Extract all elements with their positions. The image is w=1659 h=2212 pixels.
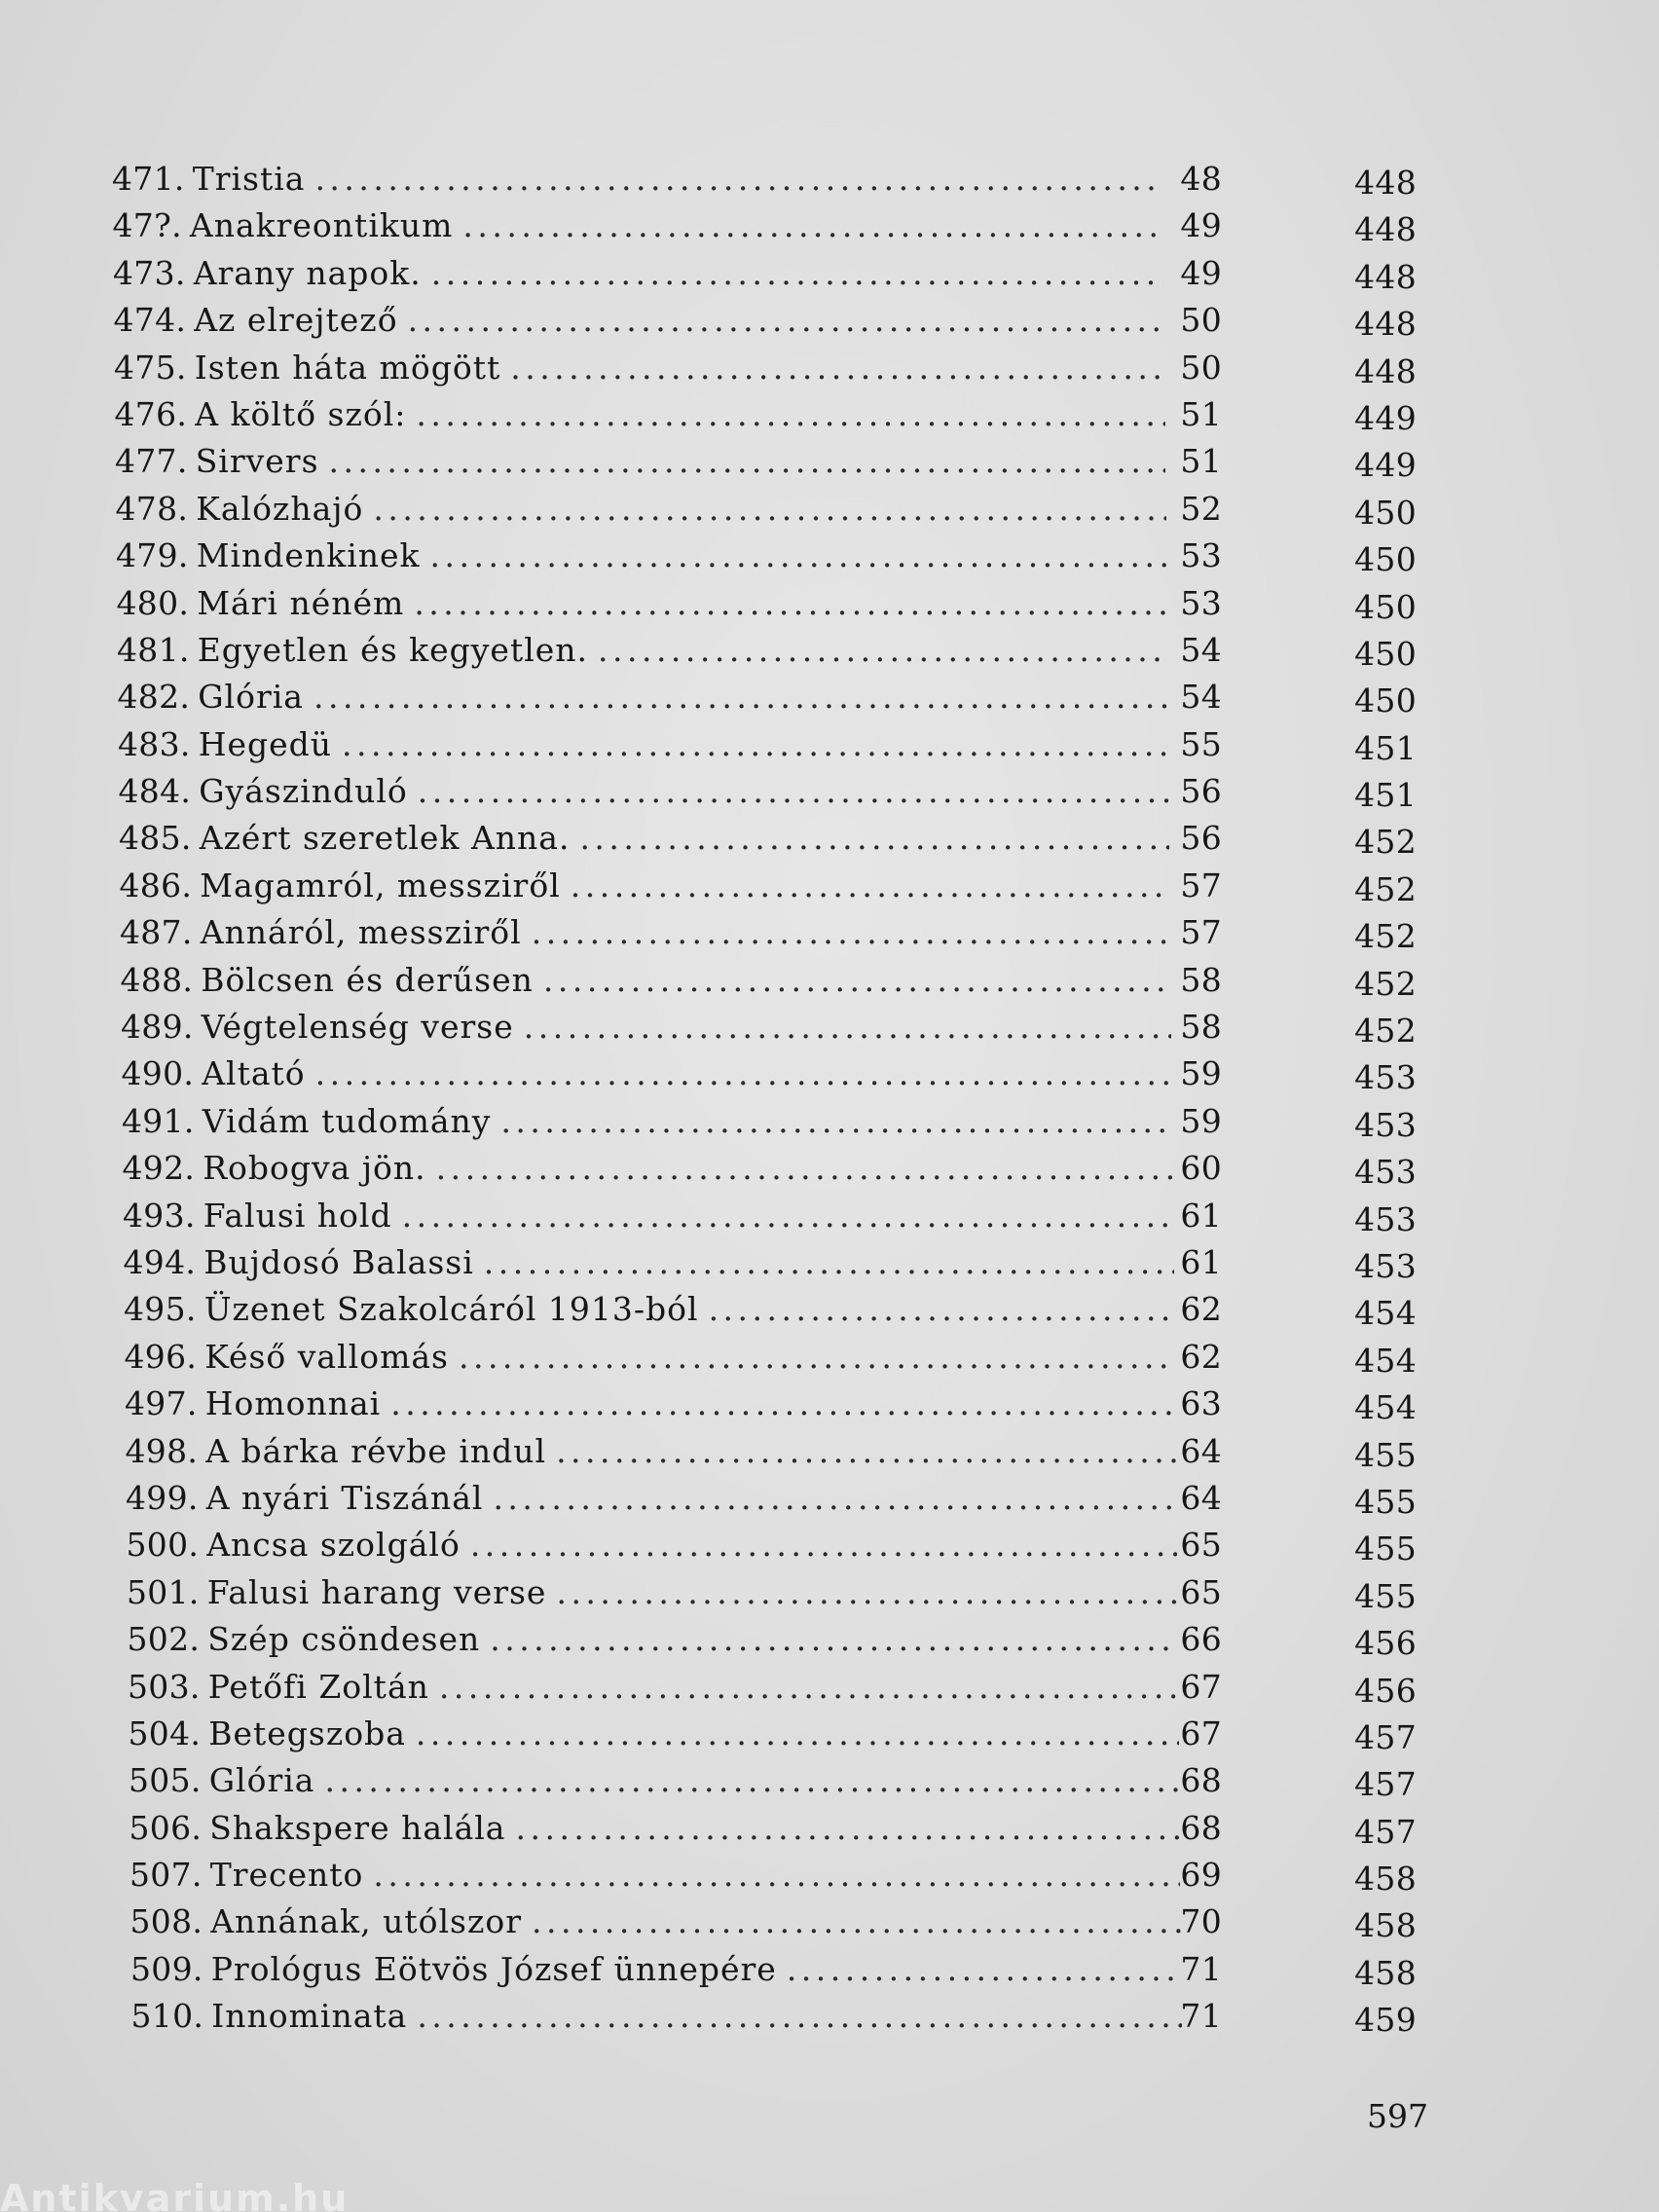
entry-number: 486. [119,866,193,904]
entry-page-notes: 453 [1354,1058,1417,1097]
toc-entry [112,438,1417,485]
toc-entry-text [126,1475,1182,1522]
entry-number: 495. [124,1290,197,1329]
entry-page-text: 67 [1180,1714,1222,1752]
entry-page-notes: 450 [1354,540,1417,579]
entry-page-notes: 448 [1354,351,1417,390]
dot-leader [324,1757,1179,1804]
toc-entry-text [122,1098,1178,1145]
entry-page-notes: 450 [1354,587,1417,626]
toc-entry [112,1098,1417,1145]
dot-leader [579,815,1169,862]
toc-entry [112,1381,1417,1427]
toc-entry-text [117,580,1173,627]
entry-title: Magamról, messziről [200,866,561,904]
entry-title: A bárka révbe indul [205,1431,547,1470]
entry-title: Üzenet Szakolcáról 1913-ból [203,1290,699,1329]
dot-leader [439,1664,1178,1711]
entry-page-text: 64 [1180,1431,1222,1470]
entry-page-notes: 457 [1354,1812,1417,1851]
toc-entry [112,721,1417,768]
toc-entry-text [128,1616,1184,1663]
entry-number: 502. [127,1620,201,1659]
entry-number: 505. [129,1761,202,1800]
toc-entry [112,1993,1417,2040]
toc-entry [112,250,1417,297]
toc-entry-text [117,627,1173,674]
toc-entry-text [116,486,1172,533]
toc-entry-text [116,533,1172,579]
toc-entry-text [130,1899,1187,1945]
entry-page-text: 49 [1180,253,1222,292]
dot-leader [598,627,1167,674]
toc-entry [112,533,1417,579]
toc-entry [112,1805,1417,1852]
entry-number: 482. [117,678,191,717]
entry-page-notes: 453 [1354,1199,1417,1238]
toc-entry [112,203,1417,249]
toc-entry-text [122,1051,1178,1097]
dot-leader [516,1805,1180,1852]
entry-number: 492. [122,1149,196,1188]
entry-title: Bujdosó Balassi [203,1242,474,1281]
toc-entry-text [121,1004,1177,1051]
entry-page-text: 58 [1180,960,1222,999]
dot-leader [709,1286,1174,1333]
entry-number: 481. [117,630,190,669]
entry-title: A költő szól: [195,394,407,433]
entry-title: Az elrejtező [194,301,398,340]
toc-entry-text [121,957,1177,1004]
entry-page-text: 65 [1180,1526,1222,1565]
entry-number: 497. [125,1384,198,1423]
toc-entry [112,1899,1417,1945]
dot-leader [315,1051,1172,1097]
entry-title: Falusi hold [203,1196,392,1235]
entry-page-text: 69 [1180,1856,1222,1895]
toc-entry-text [125,1334,1181,1381]
entry-number: 477. [115,442,188,481]
toc-entry [112,1711,1417,1757]
toc-entry [112,391,1417,438]
entry-page-notes: 456 [1354,1671,1417,1710]
entry-number: 490. [121,1054,195,1093]
entry-page-text: 54 [1180,630,1222,669]
toc-entry [112,297,1417,344]
entry-page-text: 66 [1180,1620,1222,1659]
toc-entry-text [120,909,1176,956]
toc-entry [112,1334,1417,1381]
entry-title: Végtelenség verse [201,1008,514,1047]
entry-number: 510. [130,1997,204,2036]
entry-title: Robogva jön. [203,1149,426,1188]
toc-entry-text [123,1145,1179,1192]
dot-leader [470,1522,1177,1568]
entry-page-notes: 450 [1354,634,1417,673]
dot-leader [416,391,1164,438]
entry-title: Isten háta mögött [194,348,501,387]
toc-entry [112,1664,1417,1711]
entry-title: Homonnai [204,1384,382,1423]
entry-page-notes: 452 [1354,1012,1417,1051]
dot-leader [373,1852,1180,1899]
entry-title: Betegszoba [208,1714,406,1752]
toc-entry [112,1475,1417,1522]
entry-number: 475. [114,348,187,387]
entry-page-text: 53 [1180,583,1222,622]
entry-page-notes: 458 [1354,1860,1417,1899]
entry-number: 501. [127,1572,200,1611]
dot-leader [416,1711,1179,1757]
entry-page-notes: 448 [1354,257,1417,296]
dot-leader [436,1145,1173,1192]
entry-page-notes: 451 [1354,776,1417,815]
toc-entry-text [129,1805,1186,1852]
entry-page-text: 67 [1180,1667,1222,1706]
toc-entry-text [120,863,1176,909]
toc-entry [112,1522,1417,1568]
entry-page-text: 65 [1180,1572,1222,1611]
entry-number: 484. [118,772,192,811]
dot-leader [493,1475,1176,1522]
dot-leader [313,674,1168,720]
entry-title: Glória [208,1761,315,1800]
toc-entry [112,156,1417,203]
toc-entry [112,580,1417,627]
entry-number: 494. [123,1242,197,1281]
entry-page-text: 70 [1180,1902,1222,1941]
entry-title: Szép csöndesen [207,1620,481,1659]
toc-entry-text [119,815,1175,862]
dot-leader [524,1004,1171,1051]
entry-number: 478. [115,489,189,528]
toc-entry [112,815,1417,862]
page-number: 597 [1367,2097,1428,2135]
entry-title: Sirvers [195,442,319,481]
toc-entry [112,1239,1417,1286]
entry-page-notes: 455 [1354,1530,1417,1568]
entry-page-notes: 454 [1354,1341,1417,1380]
entry-title: Mári néném [197,583,405,622]
entry-number: 508. [129,1902,203,1941]
toc-entry [112,1145,1417,1192]
entry-page-notes: 448 [1354,305,1417,344]
dot-leader [556,1428,1175,1475]
dot-leader [787,1946,1181,1993]
dot-leader [571,863,1170,909]
entry-title: Késő vallomás [204,1337,449,1376]
toc-entry-text [118,721,1174,768]
toc-entry-text [129,1852,1186,1899]
watermark: Antikvarium.hu [0,2177,350,2212]
entry-page-text: 56 [1180,819,1222,858]
toc-entry [112,1852,1417,1899]
entry-page-text: 54 [1180,678,1222,717]
entry-title: Ancsa szolgáló [206,1526,461,1565]
toc-entry-text [129,1757,1185,1804]
entry-title: Bölcsen és derűsen [201,960,534,999]
entry-number: 504. [128,1714,202,1752]
toc-entry [112,1428,1417,1475]
toc-entry-text [131,1993,1188,2040]
toc-entry [112,957,1417,1004]
entry-number: 509. [130,1949,203,1988]
entry-title: Altató [202,1054,306,1093]
entry-number: 473. [113,253,186,292]
entry-page-notes: 451 [1354,728,1417,767]
entry-number: 474. [113,301,187,340]
entry-page-text: 53 [1180,536,1222,575]
entry-number: 483. [118,724,191,763]
toc-entry [112,1946,1417,1993]
toc-entry-text [128,1664,1184,1711]
toc-entry [112,863,1417,909]
entry-page-text: 60 [1180,1149,1222,1188]
entry-page-notes: 455 [1354,1576,1417,1615]
toc-entry-text [114,297,1170,344]
entry-number: 499. [126,1478,199,1517]
entry-page-notes: 452 [1354,823,1417,862]
entry-page-text: 59 [1180,1054,1222,1093]
dot-leader [431,250,1163,297]
toc-entry-text [123,1193,1179,1239]
toc-entry-text [115,391,1171,438]
entry-title: Innominata [211,1997,408,2036]
entry-page-text: 61 [1180,1242,1222,1281]
entry-page-text: 51 [1180,442,1222,481]
entry-page-notes: 450 [1354,493,1417,532]
dot-leader [430,533,1166,579]
entry-number: 47?. [112,206,182,245]
dot-leader [414,580,1166,627]
entry-title: Tristia [192,160,306,198]
entry-number: 493. [123,1196,196,1235]
toc-entry-text [126,1428,1182,1475]
entry-page-notes: 452 [1354,917,1417,956]
dot-leader [532,1899,1180,1945]
dot-leader [417,1993,1181,2040]
entry-title: Petőfi Zoltán [207,1667,429,1706]
entry-page-notes: 454 [1354,1294,1417,1333]
entry-page-notes: 457 [1354,1717,1417,1756]
toc-entry-text [125,1381,1181,1427]
entry-page-notes: 448 [1354,210,1417,249]
toc-entry [112,345,1417,391]
toc-entry-text [112,156,1168,203]
toc-entry-text [127,1522,1183,1568]
entry-title: Trecento [209,1856,364,1895]
entry-page-notes: 458 [1354,1953,1417,1992]
toc-entry-text [113,250,1169,297]
entry-page-notes: 456 [1354,1624,1417,1663]
dot-leader [484,1239,1174,1286]
toc-entry [112,1286,1417,1333]
entry-page-notes: 450 [1354,682,1417,720]
entry-page-notes: 452 [1354,869,1417,908]
entry-number: 480. [116,583,190,622]
entry-page-text: 59 [1180,1101,1222,1140]
dot-leader [418,768,1169,815]
dot-leader [342,721,1168,768]
table-of-contents [112,156,1417,2041]
entry-number: 498. [125,1431,199,1470]
entry-page-text: 52 [1180,489,1222,528]
entry-title: Falusi harang verse [206,1572,547,1611]
entry-page-text: 58 [1180,1008,1222,1047]
entry-page-notes: 449 [1354,446,1417,485]
toc-entry-text [130,1946,1187,1993]
toc-entry-text [129,1711,1185,1757]
entry-page-notes: 448 [1354,164,1417,202]
dot-leader [373,486,1165,533]
entry-page-notes: 455 [1354,1482,1417,1521]
entry-title: Anakreontikum [189,206,454,245]
toc-entry-text [113,203,1169,249]
entry-page-notes: 458 [1354,1906,1417,1945]
entry-page-text: 51 [1180,394,1222,433]
toc-entry-text [124,1286,1180,1333]
entry-number: 471. [112,160,185,198]
toc-entry [112,1051,1417,1097]
dot-leader [500,1098,1172,1145]
dot-leader [459,1334,1175,1381]
toc-entry [112,1616,1417,1663]
entry-page-text: 56 [1180,772,1222,811]
toc-entry-text [119,768,1175,815]
toc-entry [112,1569,1417,1616]
toc-entry [112,486,1417,533]
entry-page-notes: 454 [1354,1388,1417,1427]
entry-title: A nyári Tiszánál [205,1478,484,1517]
entry-page-notes: 453 [1354,1105,1417,1144]
dot-leader [532,909,1170,956]
entry-number: 485. [119,819,192,858]
entry-page-text: 62 [1180,1290,1222,1329]
toc-entry [112,1004,1417,1051]
toc-entry-text [124,1239,1180,1286]
entry-number: 507. [129,1856,203,1895]
toc-entry [112,768,1417,815]
entry-title: Kalózhajó [196,489,364,528]
entry-title: Annának, utólszor [210,1902,523,1941]
entry-page-text: 64 [1180,1478,1222,1517]
dot-leader [314,156,1162,203]
entry-title: Annáról, messziről [200,913,522,952]
dot-leader [408,297,1164,344]
entry-number: 479. [116,536,189,575]
entry-page-text: 50 [1180,301,1222,340]
entry-title: Glória [198,678,304,717]
dot-leader [556,1569,1177,1616]
entry-page-text: 55 [1180,724,1222,763]
entry-number: 503. [128,1667,201,1706]
entry-page-notes: 453 [1354,1153,1417,1192]
entry-page-notes: 453 [1354,1246,1417,1285]
dot-leader [462,203,1162,249]
toc-entry [112,909,1417,956]
entry-number: 506. [129,1808,203,1847]
entry-title: Gyászinduló [199,772,408,811]
entry-number: 487. [120,913,193,952]
entry-page-text: 57 [1180,866,1222,904]
dot-leader [490,1616,1177,1663]
entry-title: Egyetlen és kegyetlen. [197,630,589,669]
entry-title: Prológus Eötvös József ünnepére [210,1949,777,1988]
entry-page-text: 49 [1180,206,1222,245]
entry-page-text: 71 [1180,1949,1222,1988]
entry-title: Arany napok. [193,253,422,292]
entry-title: Vidám tudomány [202,1101,492,1140]
entry-page-notes: 455 [1354,1435,1417,1474]
entry-title: Shakspere halála [209,1808,506,1847]
toc-entry [112,627,1417,674]
entry-number: 489. [121,1008,194,1047]
entry-page-notes: 457 [1354,1765,1417,1804]
dot-leader [402,1193,1173,1239]
entry-page-text: 68 [1180,1761,1222,1800]
entry-number: 491. [122,1101,195,1140]
entry-page-text: 62 [1180,1337,1222,1376]
entry-number: 476. [114,394,188,433]
entry-page-notes: 449 [1354,398,1417,437]
toc-entry-text [115,438,1171,485]
entry-page-notes: 459 [1354,2001,1417,2040]
toc-entry-text [114,345,1170,391]
toc-entry-text [118,674,1174,720]
entry-page-text: 57 [1180,913,1222,952]
entry-number: 500. [126,1526,200,1565]
entry-page-text: 48 [1180,160,1222,198]
entry-page-text: 63 [1180,1384,1222,1423]
entry-number: 488. [120,960,194,999]
dot-leader [543,957,1171,1004]
entry-page-text: 61 [1180,1196,1222,1235]
dot-leader [510,345,1164,391]
dot-leader [329,438,1165,485]
entry-title: Azért szeretlek Anna. [199,819,571,858]
dot-leader [390,1381,1175,1427]
entry-number: 496. [124,1337,198,1376]
entry-page-text: 50 [1180,348,1222,387]
toc-entry [112,1757,1417,1804]
toc-entry [112,1193,1417,1239]
entry-title: Mindenkinek [196,536,421,575]
entry-title: Hegedü [198,724,333,763]
toc-entry [112,674,1417,720]
entry-page-text: 71 [1180,1997,1222,2036]
toc-entry-text [127,1569,1183,1616]
entry-page-text: 68 [1180,1808,1222,1847]
entry-page-notes: 452 [1354,964,1417,1003]
